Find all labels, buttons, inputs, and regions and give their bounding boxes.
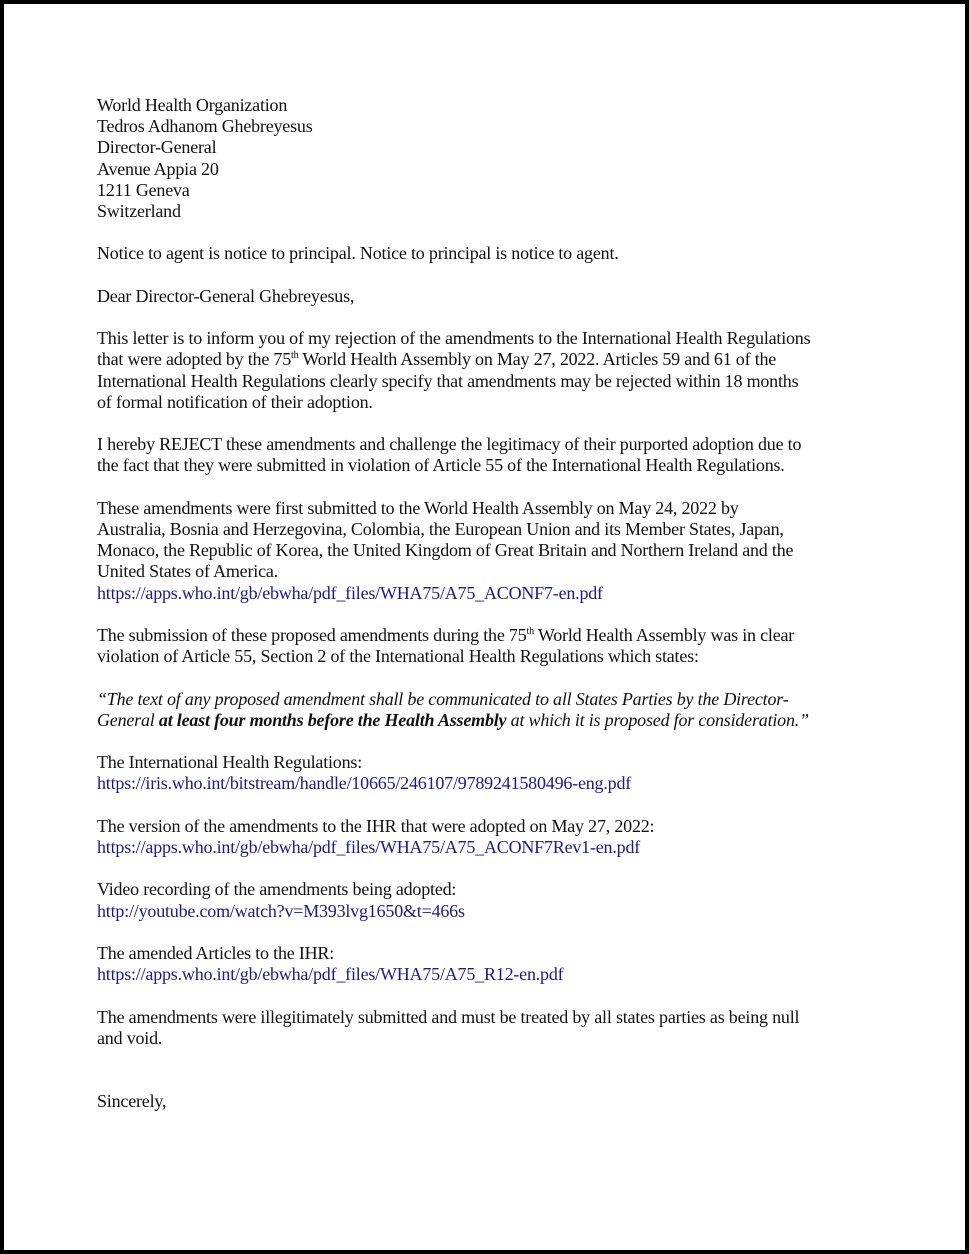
paragraph-reject-statement [97,434,810,476]
text-line: the fact that they were submitted in violation of Article 55 of the International Health Regulations. [97,455,785,476]
text-line: Australia, Bosnia and Herzegovina, Colombia, the European Union and its Member States, Japan, [97,518,784,539]
text-line: I hereby REJECT these amendments and challenge the legitimacy of their purported adoption due to [97,434,802,455]
text-line [97,625,810,646]
notice-line: Notice to agent is notice to principal. Notice to principal is notice to agent. [97,243,619,264]
article-quote [97,689,810,731]
text-line: of formal notification of their adoption. [97,391,373,412]
paragraph-submitters [97,498,810,604]
reference-label: Video recording of the amendments being adopted: [97,879,457,900]
text-line [97,710,810,731]
paragraph-violation [97,625,810,667]
address-line: Avenue Appia 20 [97,158,219,179]
paragraph-rejection [97,328,810,413]
text-line: and void. [97,1027,163,1048]
reference-amended-articles [97,943,810,985]
text: General [97,709,159,730]
letter-body [97,95,810,1113]
closing: Sincerely, [97,1091,167,1112]
recipient-address [97,95,810,222]
text: that were adopted by the 75 [97,349,292,370]
text: at which it is proposed for consideration.” [506,709,809,730]
reference-label: The amended Articles to the IHR: [97,942,335,963]
address-line: World Health Organization [97,95,288,115]
reference-ihr [97,752,810,794]
reference-label: The version of the amendments to the IHR that were adopted on May 27, 2022: [97,815,655,836]
r12-link[interactable]: https://apps.who.int/gb/ebwha/pdf_files/WHA75/A75_R12-en.pdf [97,964,564,985]
superscript: th [526,625,534,637]
superscript: th [291,350,299,362]
text-line [97,349,810,370]
ihr-link[interactable]: https://iris.who.int/bitstream/handle/10665/246107/9789241580496-eng.pdf [97,773,632,794]
address-line: Director-General [97,137,217,158]
salutation: Dear Director-General Ghebreyesus, [97,285,355,306]
youtube-link[interactable]: http://youtube.com/watch?v=M393lvg1650&t=466s [97,900,465,921]
text-line: This letter is to inform you of my rejection of the amendments to the International Health Regulations [97,328,811,349]
address-line: Tedros Adhanom Ghebreyesus [97,116,313,137]
text-line: International Health Regulations clearly specify that amendments may be rejected within 18 months [97,370,799,391]
reference-adopted-version [97,816,810,858]
text-line: “The text of any proposed amendment shall be communicated to all States Parties by the Director- [97,688,789,709]
text-line: Monaco, the Republic of Korea, the United Kingdom of Great Britain and Northern Ireland and the [97,540,794,561]
aconf7rev1-link[interactable]: https://apps.who.int/gb/ebwha/pdf_files/WHA75/A75_ACONF7Rev1-en.pdf [97,836,641,857]
address-line: 1211 Geneva [97,179,190,200]
reference-video [97,879,810,921]
text-line: The amendments were illegitimately submitted and must be treated by all states parties as being null [97,1006,800,1027]
reference-label: The International Health Regulations: [97,752,363,773]
address-line: Switzerland [97,201,181,222]
text: World Health Assembly on May 27, 2022. Articles 59 and 61 of the [298,349,777,370]
text-line: violation of Article 55, Section 2 of the International Health Regulations which states: [97,646,699,667]
text-line: United States of America. [97,561,278,582]
paragraph-conclusion [97,1007,810,1049]
text: World Health Assembly was in clear [533,624,795,645]
text-line: These amendments were first submitted to the World Health Assembly on May 24, 2022 by [97,497,739,518]
aconf7-link[interactable]: https://apps.who.int/gb/ebwha/pdf_files/WHA75/A75_ACONF7-en.pdf [97,582,603,603]
text: The submission of these proposed amendments during the 75 [97,624,527,645]
emphasis: at least four months before the Health Assembly [158,709,507,730]
